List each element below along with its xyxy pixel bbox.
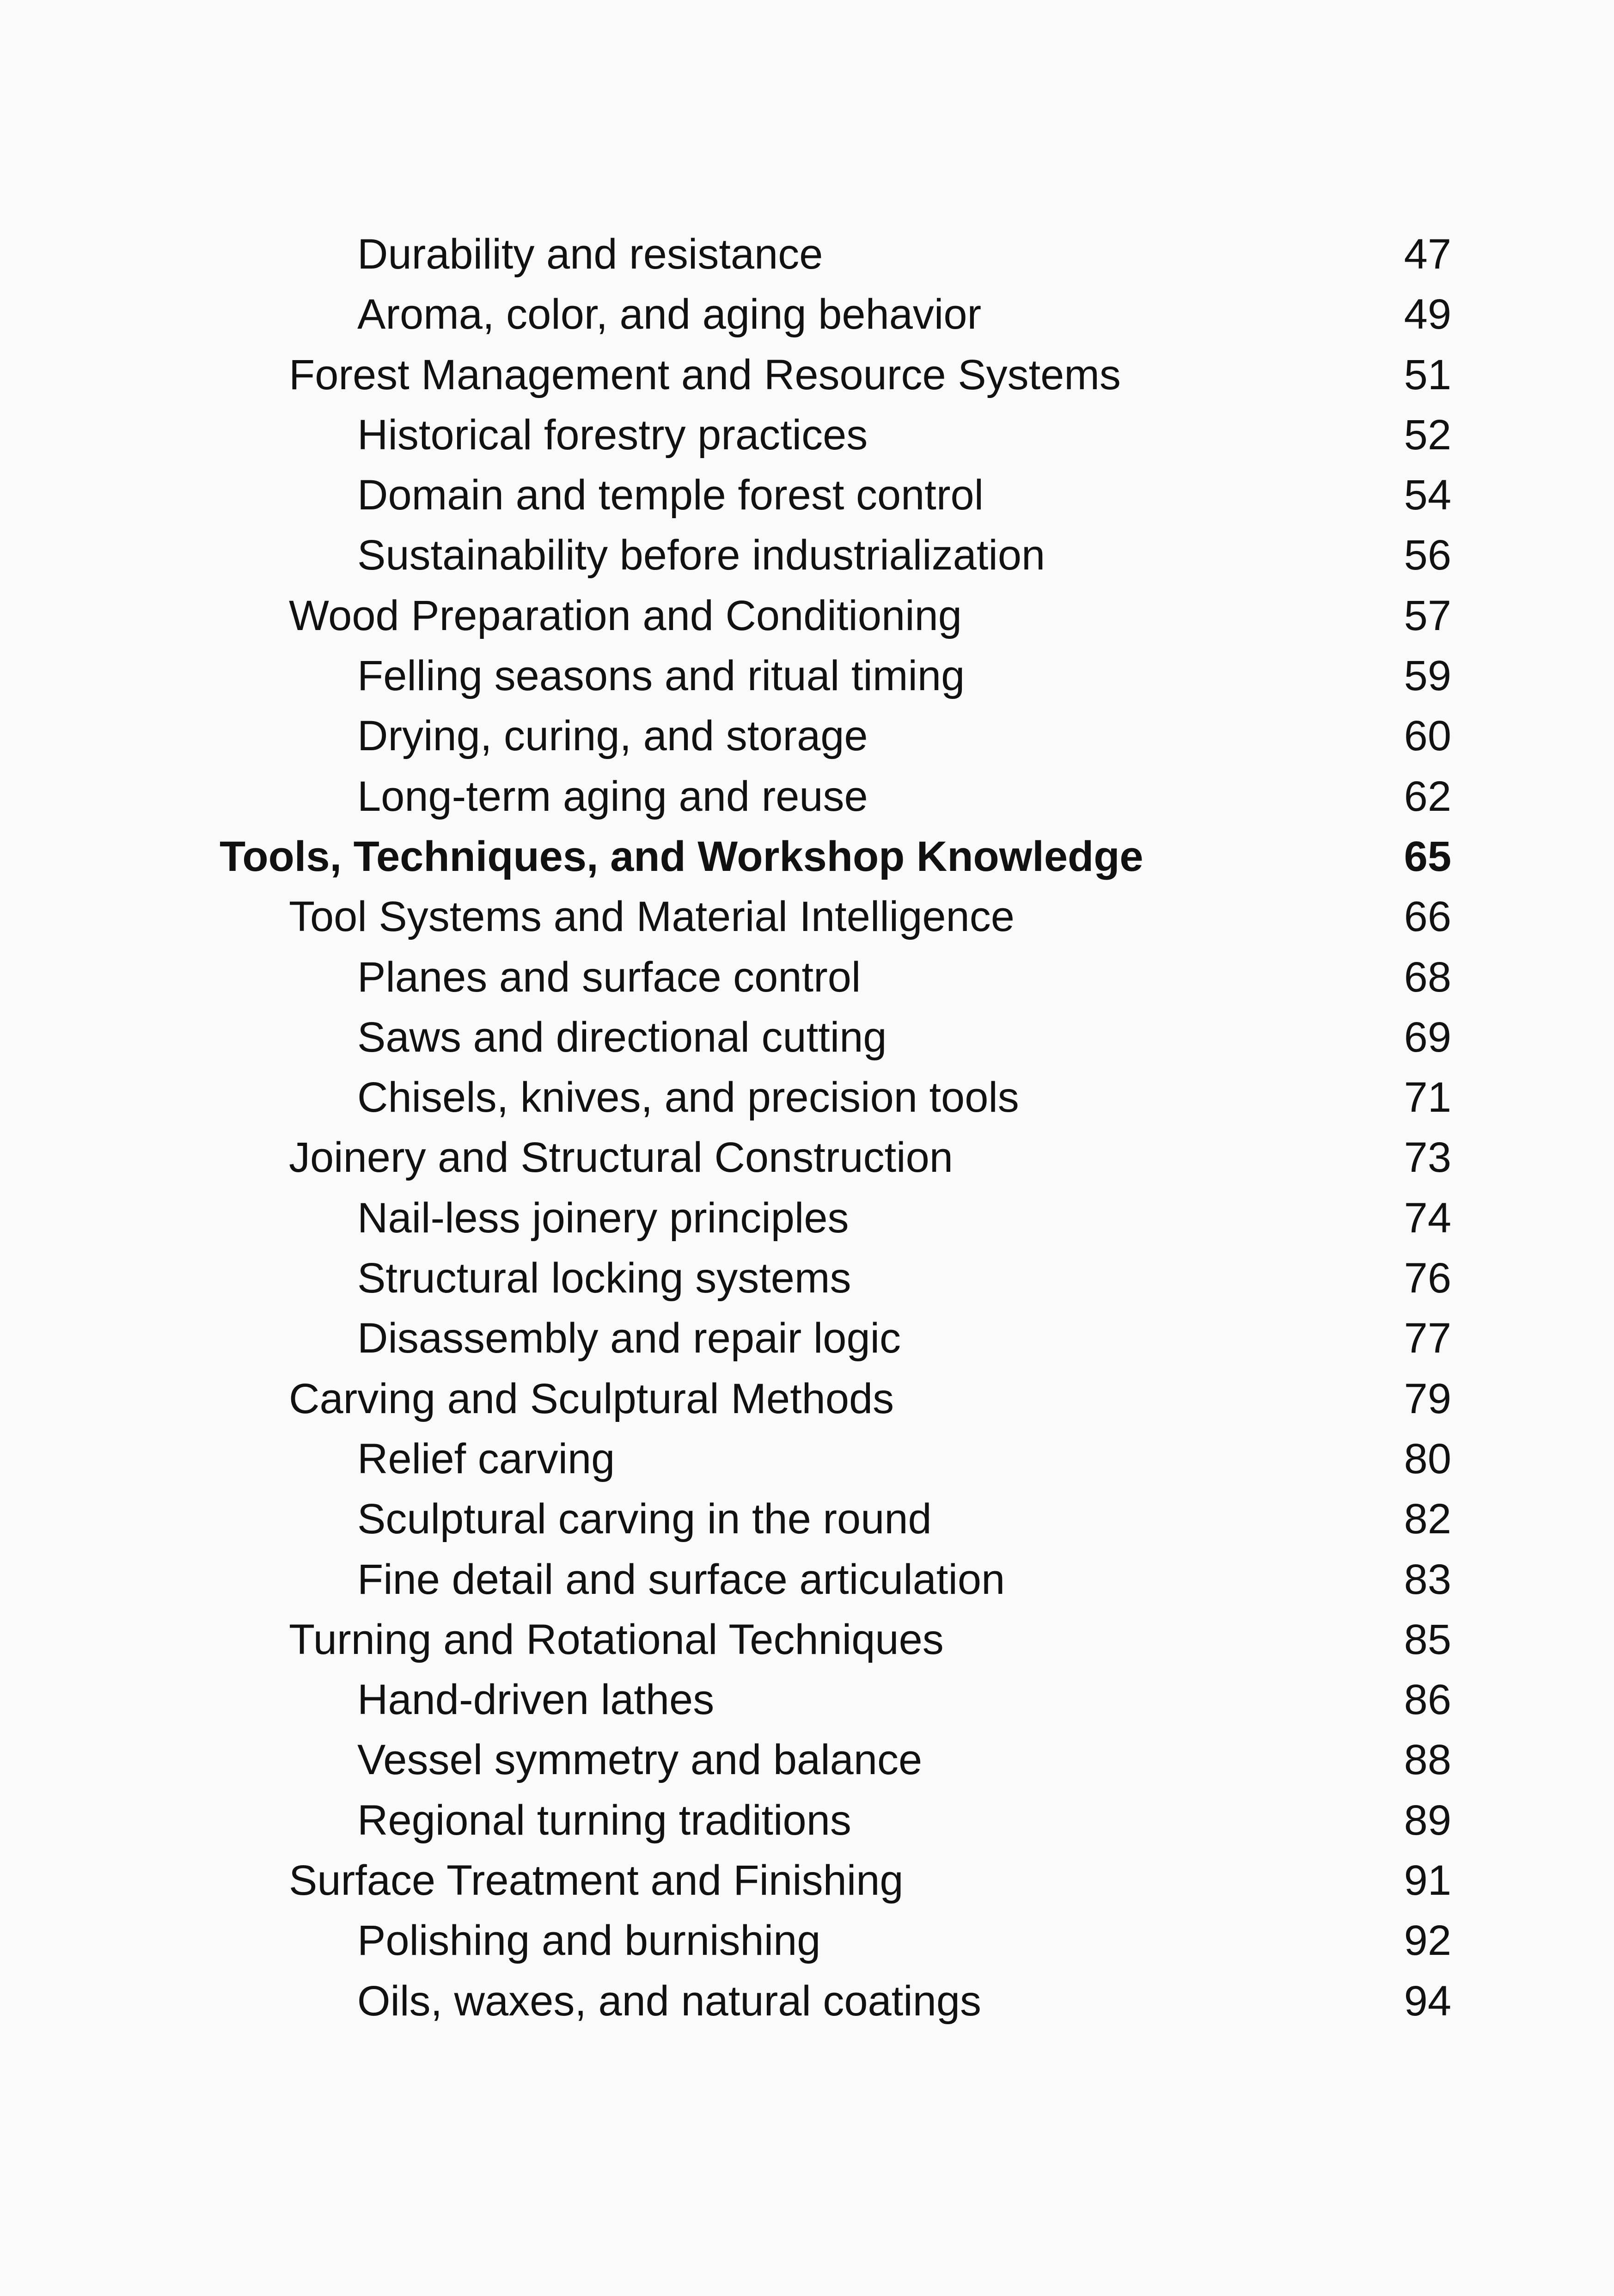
toc-entry-page-number: 79	[1404, 1375, 1451, 1422]
toc-entry-page-number: 91	[1404, 1857, 1451, 1904]
toc-entry-title: Drying, curing, and storage	[357, 712, 868, 760]
toc-entry-title: Disassembly and repair logic	[357, 1315, 901, 1362]
toc-entry-page-number: 88	[1404, 1736, 1451, 1784]
toc-entry-title: Aroma, color, and aging behavior	[357, 291, 982, 338]
toc-section-row[interactable]	[0, 586, 1614, 646]
toc-entry-page-number: 76	[1404, 1255, 1451, 1302]
toc-section-row[interactable]	[0, 1610, 1614, 1670]
toc-section-row[interactable]	[0, 1127, 1614, 1188]
toc-entry-title: Hand-driven lathes	[357, 1676, 715, 1724]
toc-subsection-row[interactable]	[0, 1549, 1614, 1610]
toc-entry-page-number: 73	[1404, 1134, 1451, 1182]
toc-entry-title: Sculptural carving in the round	[357, 1495, 932, 1543]
table-of-contents	[0, 224, 1614, 2031]
toc-entry-page-number: 71	[1404, 1074, 1451, 1121]
toc-entry-title: Nail-less joinery principles	[357, 1194, 849, 1242]
toc-subsection-row[interactable]	[0, 1007, 1614, 1067]
toc-subsection-row[interactable]	[0, 1971, 1614, 2031]
toc-entry-title: Polishing and burnishing	[357, 1917, 821, 1965]
toc-entry-title: Domain and temple forest control	[357, 471, 984, 519]
toc-entry-page-number: 92	[1404, 1917, 1451, 1965]
toc-entry-title: Carving and Sculptural Methods	[289, 1375, 894, 1422]
toc-entry-page-number: 54	[1404, 471, 1451, 519]
toc-entry-title: Regional turning traditions	[357, 1796, 851, 1844]
toc-subsection-row[interactable]	[0, 646, 1614, 706]
toc-entry-title: Tools, Techniques, and Workshop Knowledge	[220, 833, 1143, 880]
toc-subsection-row[interactable]	[0, 1308, 1614, 1368]
toc-entry-page-number: 49	[1404, 291, 1451, 338]
toc-entry-title: Turning and Rotational Techniques	[289, 1616, 944, 1663]
toc-subsection-row[interactable]	[0, 706, 1614, 766]
toc-entry-title: Joinery and Structural Construction	[289, 1134, 953, 1182]
toc-subsection-row[interactable]	[0, 947, 1614, 1007]
toc-entry-title: Oils, waxes, and natural coatings	[357, 1977, 982, 2025]
toc-subsection-row[interactable]	[0, 1730, 1614, 1790]
toc-entry-page-number: 66	[1404, 893, 1451, 941]
toc-entry-page-number: 69	[1404, 1013, 1451, 1061]
toc-entry-title: Chisels, knives, and precision tools	[357, 1074, 1019, 1121]
toc-subsection-row[interactable]	[0, 1188, 1614, 1248]
toc-entry-title: Vessel symmetry and balance	[357, 1736, 923, 1784]
toc-entry-title: Saws and directional cutting	[357, 1013, 887, 1061]
toc-subsection-row[interactable]	[0, 1489, 1614, 1549]
toc-entry-title: Felling seasons and ritual timing	[357, 652, 965, 700]
toc-subsection-row[interactable]	[0, 405, 1614, 465]
toc-subsection-row[interactable]	[0, 766, 1614, 827]
toc-section-row[interactable]	[0, 345, 1614, 405]
toc-entry-page-number: 47	[1404, 231, 1451, 278]
toc-subsection-row[interactable]	[0, 1910, 1614, 1971]
toc-subsection-row[interactable]	[0, 1067, 1614, 1127]
toc-entry-page-number: 82	[1404, 1495, 1451, 1543]
toc-subsection-row[interactable]	[0, 525, 1614, 585]
toc-entry-title: Forest Management and Resource Systems	[289, 351, 1121, 398]
toc-entry-title: Tool Systems and Material Intelligence	[289, 893, 1015, 941]
toc-subsection-row[interactable]	[0, 1790, 1614, 1850]
toc-entry-page-number: 51	[1404, 351, 1451, 398]
toc-entry-page-number: 94	[1404, 1977, 1451, 2025]
toc-entry-title: Historical forestry practices	[357, 411, 868, 459]
toc-entry-page-number: 80	[1404, 1435, 1451, 1482]
toc-entry-page-number: 60	[1404, 712, 1451, 760]
toc-entry-page-number: 62	[1404, 772, 1451, 820]
toc-entry-page-number: 74	[1404, 1194, 1451, 1242]
toc-entry-page-number: 68	[1404, 953, 1451, 1001]
toc-subsection-row[interactable]	[0, 1670, 1614, 1730]
toc-entry-title: Fine detail and surface articulation	[357, 1555, 1005, 1603]
toc-section-row[interactable]	[0, 1369, 1614, 1429]
toc-entry-page-number: 77	[1404, 1315, 1451, 1362]
toc-entry-title: Long-term aging and reuse	[357, 772, 868, 820]
toc-entry-page-number: 56	[1404, 532, 1451, 579]
toc-subsection-row[interactable]	[0, 224, 1614, 284]
toc-entry-title: Wood Preparation and Conditioning	[289, 592, 962, 639]
toc-entry-page-number: 86	[1404, 1676, 1451, 1724]
toc-entry-title: Durability and resistance	[357, 231, 823, 278]
toc-subsection-row[interactable]	[0, 1248, 1614, 1308]
toc-entry-title: Structural locking systems	[357, 1255, 851, 1302]
toc-section-row[interactable]	[0, 1850, 1614, 1910]
toc-entry-page-number: 59	[1404, 652, 1451, 700]
toc-entry-page-number: 52	[1404, 411, 1451, 459]
toc-entry-page-number: 85	[1404, 1616, 1451, 1663]
toc-entry-page-number: 83	[1404, 1555, 1451, 1603]
toc-entry-title: Sustainability before industrialization	[357, 532, 1045, 579]
toc-subsection-row[interactable]	[0, 284, 1614, 344]
toc-entry-title: Surface Treatment and Finishing	[289, 1857, 904, 1904]
toc-entry-page-number: 89	[1404, 1796, 1451, 1844]
toc-section-row[interactable]	[0, 887, 1614, 947]
toc-entry-page-number: 57	[1404, 592, 1451, 639]
toc-subsection-row[interactable]	[0, 1429, 1614, 1489]
toc-entry-title: Relief carving	[357, 1435, 615, 1482]
toc-chapter-row[interactable]	[0, 827, 1614, 887]
toc-entry-page-number: 65	[1404, 833, 1451, 880]
toc-subsection-row[interactable]	[0, 465, 1614, 525]
toc-entry-title: Planes and surface control	[357, 953, 861, 1001]
